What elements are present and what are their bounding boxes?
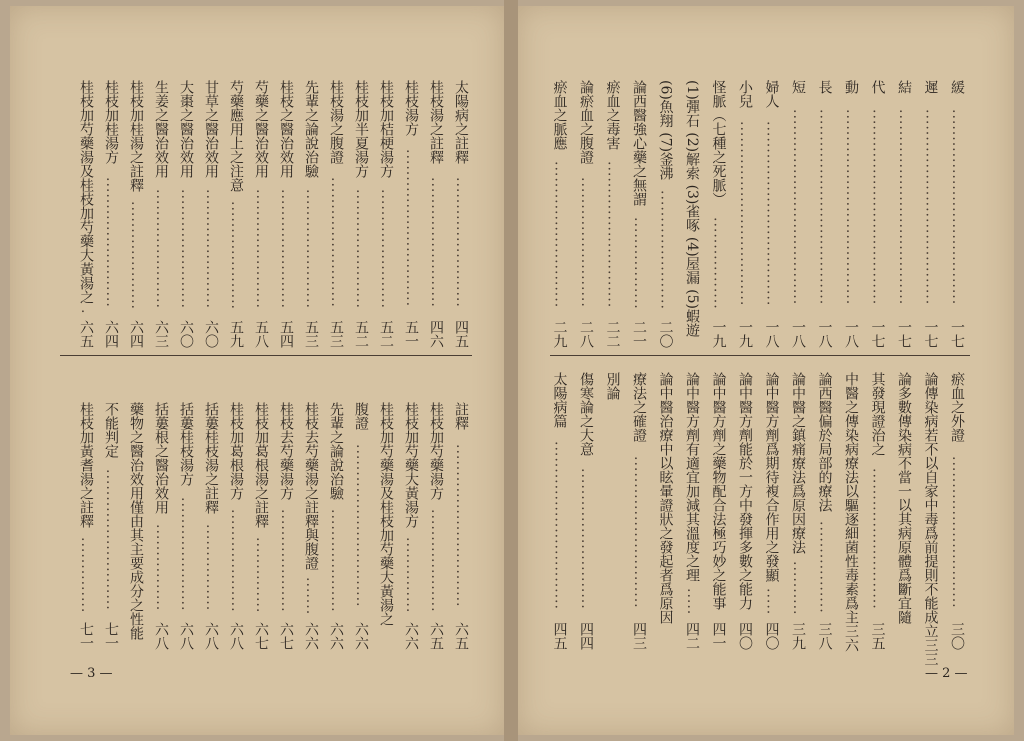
toc-entry-page: 一八 — [816, 320, 833, 348]
toc-entry-page: 一九 — [737, 320, 753, 348]
toc-entry — [683, 372, 701, 650]
toc-entry — [77, 402, 95, 650]
toc-entry-page: 一八 — [763, 320, 780, 348]
leader-dots: .................................. — [737, 121, 753, 307]
toc-entry-title: 論中醫方劑能於一方中發揮多數之能力 — [737, 372, 753, 610]
toc-entry-title: 太陽病篇 — [551, 372, 568, 428]
toc-entry-title: 先輩之論說治驗 — [303, 80, 319, 178]
toc-entry-title: 藥物之醫治效用僅由其主要成分之性能 — [128, 402, 144, 640]
toc-entry — [630, 372, 648, 650]
toc-entry — [377, 80, 395, 348]
leader-dots: ................... — [278, 509, 294, 613]
toc-entry — [551, 80, 569, 348]
toc-entry-page: 六四 — [128, 319, 144, 348]
toc-entry — [577, 80, 595, 348]
leader-dots: ...................... — [203, 189, 219, 309]
leader-dots: ........................... — [604, 161, 621, 309]
leader-dots: ........................ — [578, 176, 594, 308]
toc-entry — [452, 80, 470, 348]
toc-entry-title: 括蔞根之醫治效用 — [153, 402, 169, 514]
toc-entry-title: 桂枝加黃耆湯之註釋 — [78, 402, 94, 528]
toc-entry — [152, 80, 170, 348]
leader-dots: ................ — [153, 524, 169, 612]
leader-dots: ............................. — [403, 148, 419, 308]
toc-entry-title: 論中醫方劑之藥物配合法極巧妙之能事 — [710, 372, 727, 610]
right-page-divider — [550, 355, 970, 356]
toc-entry-title: 桂枝加半夏湯方 — [353, 80, 369, 178]
toc-entry — [402, 80, 420, 348]
toc-entry — [789, 80, 807, 348]
toc-entry-page: 三八 — [816, 622, 833, 650]
toc-entry — [922, 80, 940, 348]
toc-entry-title: 別論 — [604, 372, 621, 400]
leader-dots: ................. — [631, 216, 647, 310]
toc-entry-page: 三五 — [869, 622, 886, 650]
toc-entry-page: 六八 — [203, 621, 219, 650]
leader-dots: .................................... — [843, 108, 859, 306]
leader-dots: ...................... — [178, 189, 194, 309]
toc-entry — [252, 402, 270, 650]
toc-entry-title: 桂枝加桔梗湯方 — [378, 80, 394, 178]
toc-entry-page: 六五 — [428, 622, 444, 650]
leader-dots: ................... — [428, 509, 444, 613]
leader-dots: .................... — [128, 201, 144, 311]
toc-entry-title: 瘀血之毒害 — [604, 80, 621, 150]
toc-entry-title: 小兒 — [737, 80, 753, 108]
toc-entry-title: 註釋 — [453, 402, 469, 430]
leader-dots: ........................ — [328, 176, 344, 308]
toc-entry-title: 婦人 — [763, 80, 780, 108]
toc-entry — [948, 80, 966, 348]
leader-dots: .................................... — [896, 108, 912, 306]
toc-entry-page: 五九 — [228, 319, 244, 348]
toc-entry-title: 瘀血之脈應 — [551, 80, 568, 150]
toc-entry — [427, 80, 445, 348]
toc-entry-title: 大棗之醫治效用 — [178, 80, 194, 178]
leader-dots: ...................... — [378, 189, 394, 309]
toc-entry — [177, 80, 195, 348]
toc-entry-title: 桂枝加芍藥湯及桂枝加芍藥大黃湯之 — [78, 80, 94, 304]
toc-entry — [277, 402, 295, 650]
toc-entry — [277, 80, 295, 348]
toc-entry-title: 論中醫方劑有適宜加減其溫度之理 — [684, 372, 700, 582]
toc-entry-title: 桂枝加芍藥湯方 — [428, 402, 444, 500]
toc-entry-page: 四〇 — [763, 621, 780, 650]
toc-entry-title: 論傳染病若不以自家中毒爲前提則不能成立 — [922, 372, 939, 638]
toc-entry — [657, 372, 675, 650]
leader-dots: .................................... — [790, 108, 806, 306]
toc-entry-page: 六四 — [103, 320, 119, 348]
toc-entry-title: 療法之確證 — [631, 372, 647, 442]
leader-dots: ............................ — [949, 455, 965, 609]
toc-entry-title: 不能判定 — [103, 402, 119, 458]
leader-dots: .................................... — [922, 108, 939, 306]
toc-entry-title: 其發現證治之 — [869, 372, 886, 456]
leader-dots: .................... — [228, 201, 244, 311]
toc-entry-title: 中醫之傳染病療法以驅逐細菌性毒素爲主 — [843, 372, 859, 624]
toc-entry-title: 傷寒論之大意 — [578, 372, 594, 456]
toc-entry-page: 一七 — [896, 320, 912, 348]
leader-dots: ................ — [203, 524, 219, 612]
book-gutter — [504, 0, 518, 741]
leader-dots: .................................... — [869, 108, 886, 306]
toc-entry-page: 六三 — [153, 320, 169, 348]
toc-entry-title: 論多數傳染病不當一以其病原體爲斷宜隨 — [896, 372, 912, 624]
toc-entry-title: 論西醫強心藥之無謂 — [631, 80, 647, 206]
toc-entry — [842, 80, 860, 348]
leader-dots: ................. — [710, 216, 727, 310]
toc-entry-page: 二〇 — [657, 320, 674, 348]
toc-entry — [327, 402, 345, 650]
toc-entry-title: 遲 — [922, 80, 939, 94]
toc-entry-title: 怪脈（七種之死脈） — [710, 80, 727, 206]
toc-entry-page: 一七 — [949, 320, 965, 348]
toc-entry-title: 論中醫之鎮痛療法爲原因療法 — [790, 372, 806, 554]
toc-entry — [352, 80, 370, 348]
toc-entry — [127, 80, 145, 348]
toc-entry — [816, 372, 834, 650]
toc-entry — [789, 372, 807, 650]
toc-entry — [895, 372, 913, 650]
toc-entry — [630, 80, 648, 348]
toc-entry — [763, 80, 781, 348]
toc-entry-title: 短 — [790, 80, 806, 94]
leader-dots: .......................... — [103, 469, 119, 611]
toc-entry-title: 桂枝湯方 — [403, 80, 419, 136]
toc-entry — [377, 402, 395, 650]
leader-dots: ................... — [228, 509, 244, 613]
toc-entry-page: 一七 — [869, 320, 886, 348]
toc-entry-title: 桂枝去芍藥湯之註釋與腹證 — [303, 402, 319, 570]
toc-entry-page: 一八 — [843, 320, 859, 348]
toc-entry — [302, 80, 320, 348]
toc-entry-page: 一九 — [710, 320, 727, 348]
toc-entry — [869, 80, 887, 348]
toc-entry-title: 論中醫治療中以眩暈證狀之發起者爲原因 — [657, 372, 674, 624]
toc-entry-page: 六七 — [253, 622, 269, 650]
leader-dots: ........................ — [103, 176, 119, 308]
toc-entry-title: 桂枝加葛根湯之註釋 — [253, 402, 269, 528]
toc-entry-title: 括蔞桂枝湯方 — [178, 402, 194, 486]
left-page-number: — 3 — — [70, 666, 113, 681]
leader-dots: ...................... — [253, 189, 269, 309]
toc-entry — [302, 402, 320, 650]
toc-entry-page: 四〇 — [737, 622, 753, 650]
leader-dots: ................... — [328, 509, 344, 613]
leader-dots: ...................... — [353, 189, 369, 309]
toc-entry-page: 四二 — [684, 621, 700, 650]
toc-entry — [816, 80, 834, 348]
toc-entry-title: 桂枝加桂湯方 — [103, 80, 119, 164]
toc-entry-page: 四三 — [631, 621, 647, 650]
toc-entry — [736, 80, 754, 348]
toc-entry-title: 論瘀血之腹證 — [578, 80, 594, 164]
toc-entry-page: 二二 — [604, 320, 621, 348]
leader-dots: ........................... — [551, 161, 568, 309]
toc-entry — [869, 372, 887, 650]
toc-entry-page: 六〇 — [178, 320, 194, 348]
toc-entry-title: 桂枝加葛根湯方 — [228, 402, 244, 500]
toc-entry-page: 六六 — [328, 622, 344, 650]
toc-entry — [427, 402, 445, 650]
toc-entry-page: 四五 — [453, 320, 469, 348]
toc-entry-title: 桂枝加桂湯之註釋 — [128, 80, 144, 192]
toc-entry — [127, 402, 145, 650]
toc-entry-page: 五三 — [328, 320, 344, 348]
toc-entry — [102, 80, 120, 348]
toc-entry-page: 五八 — [253, 320, 269, 348]
leader-dots: .................................. — [763, 121, 780, 307]
right-page-number: — 2 — — [925, 666, 968, 681]
toc-entry — [252, 80, 270, 348]
toc-entry-title: 長 — [816, 80, 833, 94]
toc-entry-title: 結 — [896, 80, 912, 94]
toc-entry — [177, 402, 195, 650]
toc-entry-page: 三三 — [922, 638, 939, 666]
leader-dots: ...................... — [303, 189, 319, 309]
toc-entry — [895, 80, 913, 348]
toc-entry — [227, 80, 245, 348]
toc-entry-title: 桂枝之醫治效用 — [278, 80, 294, 178]
toc-entry-page: 二八 — [578, 320, 594, 348]
toc-entry — [327, 80, 345, 348]
toc-entry — [710, 80, 728, 348]
leader-dots: . — [78, 309, 94, 315]
toc-entry-title: 桂枝湯之註釋 — [428, 80, 444, 164]
toc-entry-page: 一八 — [790, 320, 806, 348]
toc-entry — [202, 402, 220, 650]
leader-dots: .............................. — [453, 444, 469, 608]
toc-entry — [227, 402, 245, 650]
toc-entry — [152, 402, 170, 650]
toc-entry — [948, 372, 966, 650]
toc-entry — [842, 372, 860, 650]
toc-entry-title: 芍藥應用上之注意 — [228, 80, 244, 192]
leader-dots: .............. — [403, 536, 419, 614]
toc-entry-page: 七一 — [103, 622, 119, 650]
toc-entry-title: 桂枝去芍藥湯方 — [278, 402, 294, 500]
toc-entry-page: 三〇 — [949, 621, 965, 650]
toc-entry-title: 生姜之醫治效用 — [153, 80, 169, 178]
toc-entry — [710, 372, 728, 650]
toc-entry-page: 六五 — [453, 621, 469, 650]
toc-entry-title: 甘草之醫治效用 — [203, 80, 219, 178]
leader-dots: .............................. — [353, 444, 369, 608]
toc-entry — [736, 372, 754, 650]
leader-dots: ....... — [303, 576, 319, 616]
leader-dots: .................................... — [816, 108, 833, 306]
leader-dots: ...................... — [657, 190, 674, 311]
leader-dots: ............................... — [551, 440, 568, 610]
toc-entry-page: 六七 — [278, 622, 294, 650]
leader-dots: ...................... — [153, 189, 169, 309]
toc-entry-page: 六六 — [353, 621, 369, 650]
toc-entry-title: 桂枝加芍藥大黃湯方 — [403, 402, 419, 528]
toc-entry-page: 五二 — [378, 320, 394, 348]
toc-entry-title: 論西醫偏於局部的療法 — [816, 372, 833, 512]
toc-entry — [657, 80, 675, 348]
toc-entry — [402, 402, 420, 650]
toc-entry-page: 四五 — [551, 622, 568, 650]
toc-entry-page: 六五 — [78, 319, 94, 348]
toc-entry — [604, 372, 622, 650]
toc-entry-page: 五三 — [303, 320, 319, 348]
toc-entry-title: 腹證 — [353, 402, 369, 430]
toc-entry-page: 二九 — [551, 320, 568, 348]
toc-entry-title: 動 — [843, 80, 859, 94]
toc-entry-page: 六八 — [153, 621, 169, 650]
toc-entry-page: 六六 — [403, 622, 419, 650]
toc-entry-title: 桂枝湯之腹證 — [328, 80, 344, 164]
toc-entry-page: 五四 — [278, 320, 294, 348]
toc-entry-page: 七一 — [78, 622, 94, 650]
toc-entry-page: 三九 — [790, 621, 806, 650]
toc-entry-title: 桂枝加芍藥湯及桂枝加芍藥大黃湯之 — [378, 402, 394, 626]
leader-dots: ........................ — [428, 176, 444, 308]
toc-entry-page: 六八 — [228, 622, 244, 650]
toc-entry-page: 三六 — [843, 624, 859, 652]
toc-entry-title: (6)魚翔 (7)釜沸 — [657, 80, 674, 181]
toc-entry — [77, 80, 95, 348]
toc-entry-page: 二一 — [631, 320, 647, 348]
toc-entry — [452, 402, 470, 650]
leader-dots: .......................... — [578, 468, 594, 610]
toc-entry-page: 六八 — [178, 622, 194, 650]
toc-entry-page: 一七 — [922, 320, 939, 348]
toc-entry-title: (1)彈石 (2)解索 (3)雀啄 (4)屋漏 (5)蝦遊 — [684, 80, 700, 337]
toc-entry-title: 論中醫方劑爲期待複合作用之發顯 — [763, 372, 780, 582]
toc-entry-title: 括蔞桂枝湯之註釋 — [203, 402, 219, 514]
leader-dots: .................................... — [949, 108, 965, 306]
toc-entry-title: 芍藥之醫治效用 — [253, 80, 269, 178]
toc-entry-page: 四四 — [578, 622, 594, 650]
toc-entry-title: 先輩之論說治驗 — [328, 402, 344, 500]
toc-entry — [202, 80, 220, 348]
leader-dots: .......... — [790, 560, 806, 616]
toc-entry — [922, 372, 940, 666]
leader-dots: .......................... — [869, 468, 886, 610]
toc-entry-page: 六六 — [303, 622, 319, 650]
leader-dots: ................. — [816, 520, 833, 614]
toc-entry — [352, 402, 370, 650]
leader-dots: ............................ — [631, 455, 647, 609]
toc-entry — [577, 372, 595, 650]
toc-entry — [604, 80, 622, 348]
toc-entry — [763, 372, 781, 650]
toc-entry-page: 六〇 — [203, 320, 219, 348]
toc-entry-title: 緩 — [949, 80, 965, 94]
leader-dots: .............. — [78, 536, 94, 614]
left-page-divider — [60, 355, 472, 356]
toc-entry-title: 瘀血之外證 — [949, 372, 965, 442]
toc-entry-title: 太陽病之註釋 — [453, 80, 469, 164]
toc-entry-title: 代 — [869, 80, 886, 94]
leader-dots: ..................... — [178, 496, 194, 612]
leader-dots: .............. — [253, 536, 269, 614]
leader-dots: ........................ — [453, 176, 469, 308]
toc-entry-page: 四六 — [428, 320, 444, 348]
toc-entry — [683, 80, 701, 348]
leader-dots: ..... — [684, 588, 700, 616]
leader-dots: ...................... — [278, 189, 294, 309]
toc-entry — [102, 402, 120, 650]
toc-entry-page: 五一 — [403, 320, 419, 348]
toc-entry-page: 五二 — [353, 320, 369, 348]
toc-entry-page: 四一 — [710, 622, 727, 650]
toc-entry — [551, 372, 569, 650]
leader-dots: ..... — [763, 588, 780, 616]
